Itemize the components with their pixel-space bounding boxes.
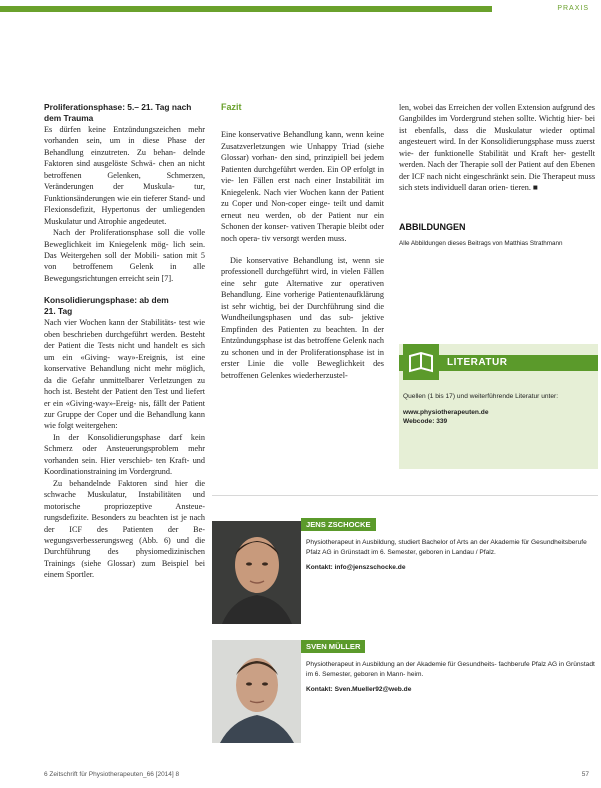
- text-line: tieren. ■: [510, 183, 538, 193]
- text-line: jektive Empfinden des Patienten zu: [221, 313, 384, 334]
- text-line: gestellt werden. Nach der Therapie soll: [399, 148, 595, 170]
- text-line: ten Kraft- und Koordinationstraining: [44, 455, 205, 477]
- text-line: Atrophie angedeutet.: [97, 216, 167, 226]
- text-line: und in der Proliferationsphase ist in: [261, 347, 385, 357]
- text-line: mehr vorhanden sein. Hier verschieb-: [44, 444, 205, 465]
- text-line: Gefahr unmittelbarer Verletzungen zu: [72, 375, 205, 385]
- text-line: wenn keine Zusatzverletzungen wie: [221, 130, 384, 151]
- text-line: Behandlung nicht mehr möglich, da die: [44, 364, 205, 385]
- text-line: nis, fällt der Patient zur Gruppe der: [44, 398, 205, 419]
- text-line: wenn sie professionell durchgeführt: [221, 255, 384, 277]
- text-line: chen an nicht betroffenen Gelenken,: [44, 159, 205, 180]
- text-line: schwache Muskulatur, Instabilitäten und: [44, 490, 205, 500]
- paragraph: [221, 255, 384, 381]
- text-line: hoch ist. Besteht der Patient den Test: [44, 387, 171, 397]
- text-line: Extension aufgrund des Gangbildes im: [399, 103, 595, 124]
- heading-abbildungen: ABBILDUNGEN: [399, 221, 466, 232]
- text-line: len, wobei das Erreichen der vollen: [399, 103, 518, 112]
- text-line: der umliegenden Muskulatur und: [44, 205, 205, 226]
- paragraph: [221, 129, 384, 244]
- author-contact: Kontakt: info@jenszschocke.de: [306, 563, 406, 571]
- text-line: beachten. In der Entzündungsphase ist: [221, 324, 384, 346]
- text-line: den sind, prinzipiell bei jedem Patienten: [221, 153, 384, 174]
- text-line: muss sich stets individuell daran orien-: [399, 171, 596, 193]
- paragraph: [44, 478, 205, 581]
- text-line: wieder optimal angesteuert wird. In der: [399, 125, 595, 147]
- text-line: bei ist ebenfalls, dass die Muskulatur: [399, 114, 595, 135]
- paragraph: [44, 227, 205, 284]
- text-line: der Behandlung einzutreten. Zu behan-: [44, 136, 205, 157]
- text-line: das betroffene Gelenk nach zu schonen: [221, 336, 384, 357]
- text-line: mehr vorhanden sein, um in diese Phase: [44, 125, 205, 146]
- column-2: [221, 102, 384, 381]
- text-line: Patient zu Coper und Non-coper einge-: [221, 187, 384, 209]
- text-line: sehr wichtig, bei der Durchführung sind: [232, 301, 374, 311]
- author-photo: [212, 521, 301, 624]
- text-line: vativen Therapie bleibt oder noch opera-: [221, 222, 384, 243]
- text-line: im Vordergrund.: [118, 467, 173, 477]
- text-line: Es dürfen keine Entzündungszeichen: [44, 125, 189, 134]
- literature-text: [403, 392, 593, 427]
- text-line: Strathmann: [529, 240, 563, 248]
- top-bar: [0, 0, 601, 19]
- top-accent-bar: [0, 6, 492, 12]
- text-line: folgt weitergehen:: [57, 421, 118, 431]
- text-line: motorische propriozeptive Ansteue-: [44, 501, 205, 511]
- text-line: Unhappy Triad (siehe Glossar) vorhan-: [221, 141, 384, 163]
- text-line: Alternative zur operativen Behandlung.: [221, 278, 384, 300]
- paragraph: [399, 102, 595, 194]
- text-line: erster Linie die volle Beweglichkeit des: [221, 359, 384, 369]
- text-line: fachberufe Pfalz AG in Grünstadt im 6. Semester, geboren in Mann-: [306, 661, 595, 679]
- paragraph: [44, 432, 205, 478]
- paragraph: [44, 317, 205, 432]
- text-line: tur, Funktionsänderungen wie ein tieferer: [44, 182, 205, 203]
- text-line: way»-Ereignis, ist eine konservative: [44, 352, 206, 374]
- text-line: Physiotherapeut in Ausbildung an der Akademie für Gesundheits-: [306, 661, 499, 668]
- author-bio: [306, 660, 596, 695]
- text-line: Alle Abbildungen dieses Beitrags von Matthias: [399, 240, 530, 248]
- text-line: Eine vorherige Patientenaufklärung ist: [221, 290, 384, 311]
- text-line: wird, in vielen Fällen eine sehr gute: [221, 267, 384, 288]
- footer-journal: 6 Zeitschrift für Physiotherapeuten_66 [2014] 8: [44, 771, 180, 778]
- text-line: Zu behandelnde Faktoren sind hier die: [53, 478, 205, 488]
- literature-webcode: Webcode: 339: [403, 418, 448, 426]
- literature-url[interactable]: www.physiotherapeuten.de: [403, 408, 489, 416]
- text-line: teilt und damit erneut neu werden, ob: [221, 199, 384, 220]
- author-name-tag: JENS ZSCHOCKE: [301, 518, 376, 531]
- text-line: Eine konservative Behandlung kann,: [221, 130, 346, 140]
- text-line: sation mit 5 von betroffenem Gelenk in alle: [44, 250, 205, 272]
- literature-title: LITERATUR: [447, 357, 508, 368]
- text-line: Schmerz oder Ansteuerungsproblem: [44, 444, 189, 454]
- text-line: Konsolidierungsphase muss zuerst wie-: [399, 137, 595, 158]
- text-line: tiv versorgt werden muss.: [261, 233, 347, 243]
- text-line: nicht eingeschränkt sein. Die Therapeut: [444, 171, 579, 181]
- text-line: heim.: [407, 671, 424, 679]
- text-line: volle Beweglichkeit im Kniegelenk mög-: [44, 228, 205, 249]
- page-number: 57: [581, 771, 589, 778]
- paragraph: [44, 124, 205, 227]
- text-line: je nach der ICF des Patienten der Be-: [44, 513, 205, 534]
- text-line: der funktionelle Stabilität und Kraft her-: [418, 148, 572, 158]
- text-line: Kniegelenk. Nach vier Wochen kann der: [221, 187, 362, 197]
- text-line: Literatur unter:: [515, 393, 559, 400]
- text-line: nicht und handelt es sich um ein «Giving-: [44, 341, 205, 362]
- text-line: Semester, geboren in Landau / Pfalz.: [387, 549, 496, 557]
- author-contact: Kontakt: Sven.Mueller92@web.de: [306, 685, 412, 693]
- text-line: Bewegungsrichtungen erreicht sein [7].: [44, 273, 174, 283]
- text-line: Akademie für Gesundheitsberufe Pfalz AG in Grünstadt im 6.: [306, 539, 587, 557]
- text-line: test wie oben beschrieben durchgeführt: [44, 318, 205, 339]
- column-1: [44, 102, 205, 581]
- author-name-tag: SVEN MÜLLER: [301, 640, 365, 653]
- text-line: betroffenen Gelenkes wiederherzustel-: [221, 370, 348, 380]
- text-line: Quellen (1 bis 17) und weiterführende: [403, 393, 516, 400]
- text-line: die Wundheilungsphasen und das sub-: [221, 301, 384, 323]
- text-line: In der Konsolidierungsphase darf kein: [53, 432, 205, 442]
- text-line: delnde Faktoren sind ausgelöste Schwä-: [44, 147, 205, 169]
- text-line: der Patient nur ein Schonen der konser-: [221, 210, 384, 232]
- author-photo: [212, 640, 301, 743]
- text-line: Stand- und Flexionsdefizit, Hypertonus: [44, 193, 205, 215]
- text-line: Schmerzen, Veränderungen der Muskula-: [44, 170, 205, 192]
- book-icon: [403, 344, 439, 380]
- text-line: Vordergrund stehen sollte. Wichtig hier-: [449, 114, 585, 124]
- text-line: und liefert er ein «Giving-way»-Ereig-: [44, 387, 206, 408]
- heading-proliferation: Proliferationsphase: 5.– 21. Tag nach dem Trauma: [44, 102, 192, 123]
- text-line: lich sein. Das Weitergehen soll der Mobili-: [44, 239, 205, 260]
- figure-credits: [399, 239, 595, 248]
- text-line: durchgeführt werden. Ein OP erfolgt in vie-: [221, 164, 385, 186]
- column-3: [399, 102, 595, 248]
- text-line: Die konservative Behandlung ist,: [230, 255, 353, 265]
- heading-fazit: Fazit: [221, 102, 242, 112]
- text-line: len Fällen erst nach einer Instabilität im: [238, 176, 384, 186]
- text-line: Nach vier Wochen kann der Stabilitäts-: [44, 318, 180, 328]
- heading-consolidation: Konsolidierungsphase: ab dem 21. Tag: [44, 295, 169, 317]
- text-line: Physiotherapeut in Ausbildung, studiert Bachelor of Arts an der: [306, 539, 491, 546]
- text-line: werden. Besteht der Patient die Tests: [44, 329, 205, 351]
- text-line: die Durchführung des physiomedizinischen: [44, 535, 205, 557]
- text-line: wegungsverbesserungsweg (Abb. 6) und: [44, 535, 195, 545]
- section-label: PRAXIS: [557, 5, 589, 12]
- divider: [212, 495, 598, 496]
- text-line: bei einem Sportler.: [44, 558, 205, 580]
- text-line: rungsdefizite. Besonders zu beachten ist: [44, 513, 181, 523]
- text-line: Nach der Proliferationsphase soll die: [53, 228, 189, 238]
- text-line: der Patient auf den Ebenen der ICF nach: [399, 160, 595, 181]
- author-bio: [306, 538, 596, 573]
- text-line: Coper und die Behandlung kann wie: [44, 409, 205, 431]
- text-line: Trainings (siehe Glossar) zum Beispiel: [44, 558, 195, 568]
